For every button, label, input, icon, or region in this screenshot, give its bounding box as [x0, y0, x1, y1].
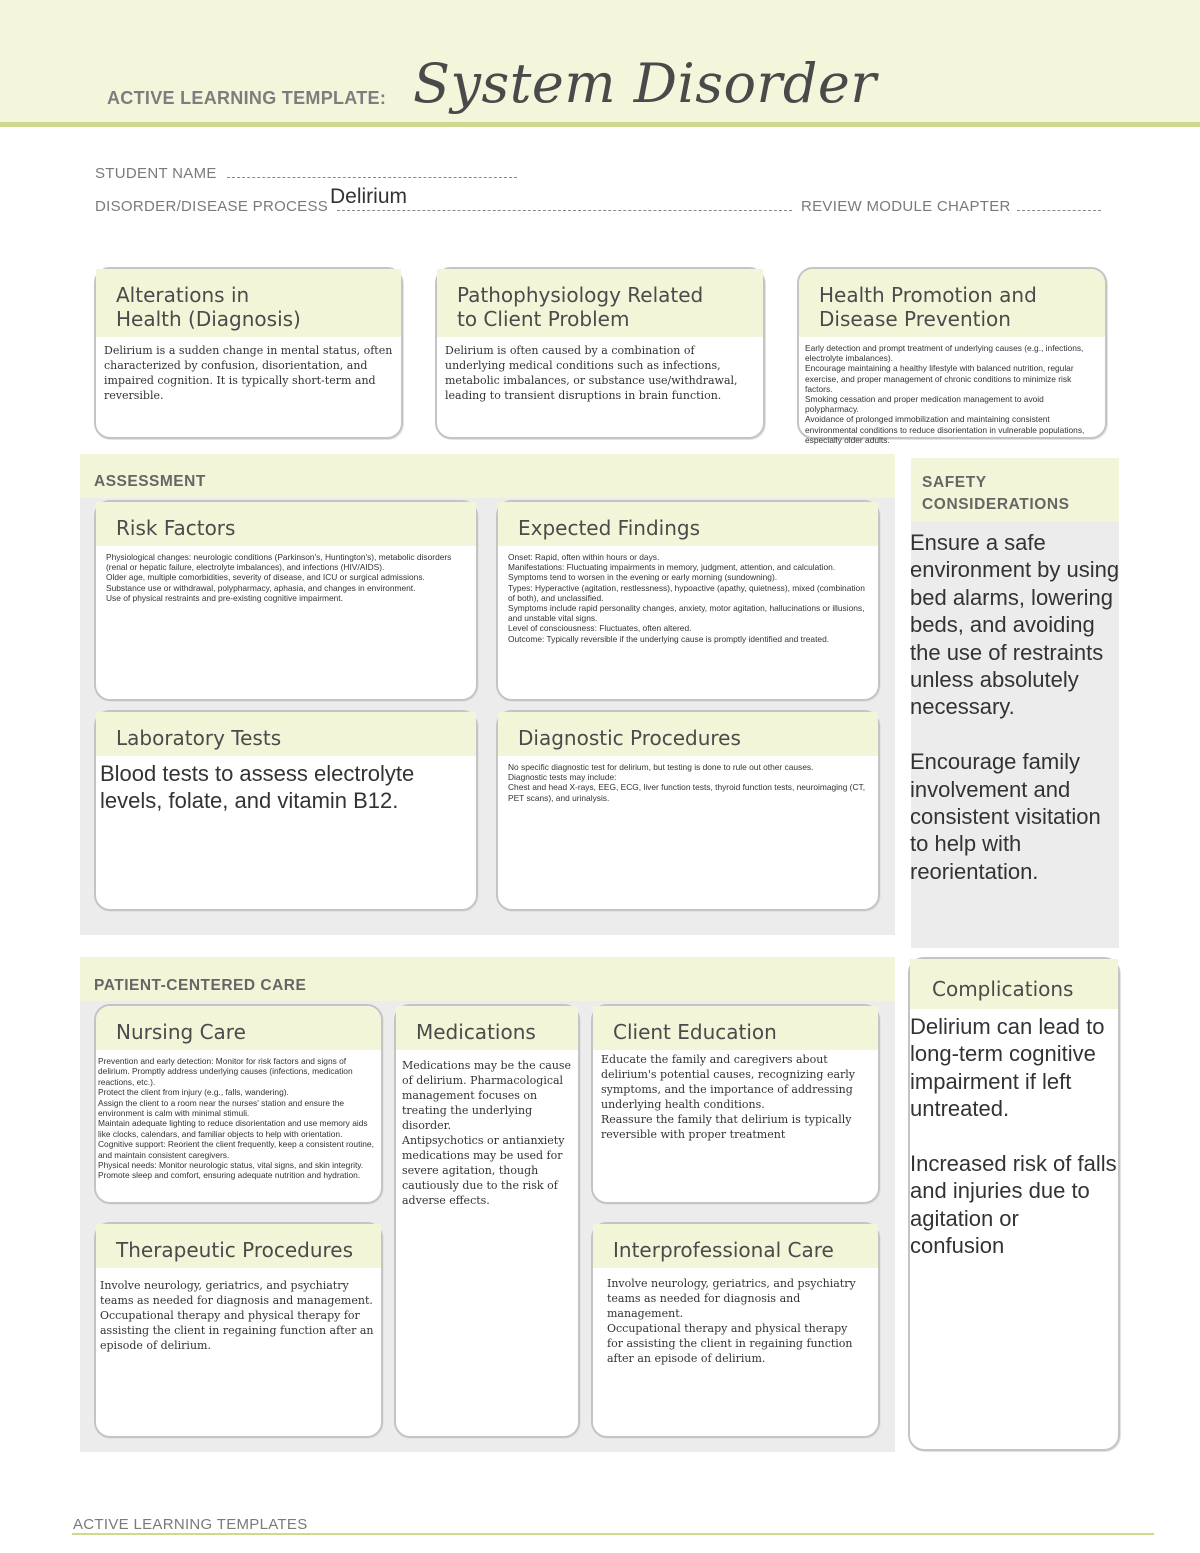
review-module-field[interactable]	[1017, 199, 1101, 211]
student-name-label: STUDENT NAME	[95, 165, 217, 182]
therapeutic-procedures-body: Involve neurology, geriatrics, and psychiatry teams as needed for diagnosis and management. Occupational therapy and physical therapy for assisting the client in regaining function after an episode of delirium.	[100, 1279, 374, 1352]
disorder-value: Delirium	[330, 185, 408, 208]
template-label: ACTIVE LEARNING TEMPLATE:	[107, 88, 387, 108]
diagnostic-procedures-title: Diagnostic Procedures	[498, 712, 878, 756]
health-promotion-box	[797, 267, 1107, 445]
interprofessional-care-title: Interprofessional Care	[593, 1224, 878, 1268]
alterations-body: Delirium is a sudden change in mental status, often characterized by confusion, disorientation, and impaired cognition. It is typically short-term and reversible.	[104, 344, 396, 402]
risk-factors-box	[94, 500, 478, 701]
patient-care-title: PATIENT-CENTERED CARE	[94, 977, 307, 994]
review-module-row	[801, 198, 1101, 215]
footer-label: ACTIVE LEARNING TEMPLATES	[73, 1516, 308, 1533]
pathophysiology-box	[435, 267, 765, 439]
disorder-label: DISORDER/DISEASE PROCESS	[95, 198, 329, 215]
laboratory-tests-body: Blood tests to assess electrolyte levels, folate, and vitamin B12.	[100, 761, 421, 813]
alterations-title: Alterations in Health (Diagnosis)	[96, 269, 401, 337]
health-promotion-title: Health Promotion and Disease Prevention	[799, 269, 1105, 337]
expected-findings-box	[496, 500, 880, 701]
laboratory-tests-box	[94, 710, 478, 911]
client-education-title: Client Education	[593, 1006, 878, 1050]
nursing-care-box	[94, 1004, 383, 1204]
nursing-care-body: Prevention and early detection: Monitor for risk factors and signs of delirium. Promptly address underlying causes (infections, medication reactions, etc.). Protect the client from injury (e.g., falls, wandering). Assign the client to a room near the nurses' station and ensure the environment is calm with minimal stimuli. Maintain adequate lighting to reduce disorientation and use memory aids like clocks, calendars, and familiar objects to help with orientation. Cognitive support: Reorient the client frequently, keep a consistent routine, and maintain consistent caregivers. Physical needs: Monitor neurologic status, vital signs, and skin integrity. Promote sleep and comfort, ensuring adequate nutrition and hydration.	[98, 1056, 374, 1181]
student-name-row	[95, 165, 517, 182]
review-module-label: REVIEW MODULE CHAPTER	[801, 198, 1011, 215]
assessment-title: ASSESSMENT	[94, 473, 206, 490]
expected-findings-body: Onset: Rapid, often within hours or days. Manifestations: Fluctuating impairments in memory, judgment, attention, and calculation. Symptoms tend to worsen in the evening or early morning (sundowning). Types: Hyperactive (agitation, restlessness), hypoactive (apathy, quietness), mixed (combination of both), and unclassified. Symptoms include rapid personality changes, anxiety, motor agitation, hallucinations or illusions, and unstable vital signs. Level of consciousness: Fluctuates, often altered. Outcome: Typically reversible if the underlying cause is promptly identified and treated.	[508, 552, 865, 644]
diagnostic-procedures-box	[496, 710, 880, 911]
medications-box	[394, 1004, 580, 1438]
expected-findings-title: Expected Findings	[498, 502, 878, 546]
pathophysiology-body: Delirium is often caused by a combination of underlying medical conditions such as infections, metabolic imbalances, or substance use/withdrawal, leading to transient disruptions in brain function.	[445, 344, 742, 402]
header-divider	[0, 122, 1200, 127]
medications-title: Medications	[396, 1006, 578, 1050]
pathophysiology-title: Pathophysiology Related to Client Problem	[437, 269, 763, 337]
safety-title: SAFETY CONSIDERATIONS	[911, 458, 1119, 522]
complications-title: Complications	[910, 959, 1118, 1009]
alterations-box	[94, 267, 403, 439]
interprofessional-care-box	[591, 1222, 880, 1438]
complications-box	[908, 957, 1120, 1451]
risk-factors-body: Physiological changes: neurologic conditions (Parkinson's, Huntington's), metabolic disorders (renal or hepatic failure, electrolyte imbalances), and infections (HIV/AIDS). Older age, multiple comorbidities, severity of disease, and ICU or surgical admissions. Substance use or withdrawal, polypharmacy, aphasia, and changes in environment. Use of physical restraints and pre-existing cognitive impairment.	[106, 552, 452, 603]
medications-body: Medications may be the cause of delirium. Pharmacological management focuses on treating the underlying disorder. Antipsychotics or antianxiety medications may be used for severe agitation, though cautiously due to the risk of adverse effects.	[402, 1059, 572, 1207]
complications-body: Delirium can lead to long-term cognitive impairment if left untreated. Increased risk of falls and injuries due to agitation or confusion	[910, 1014, 1117, 1259]
safety-body: Ensure a safe environment by using bed alarms, lowering beds, and avoiding the use of restraints unless absolutely necessary. Encourage family involvement and consistent visitation to help with reorientation.	[910, 530, 1120, 884]
disorder-row	[95, 198, 792, 215]
interprofessional-care-body: Involve neurology, geriatrics, and psychiatry teams as needed for diagnosis and management. Occupational therapy and physical therapy for assisting the client in regaining function after an episode of delirium.	[607, 1277, 856, 1365]
footer-divider	[72, 1533, 1154, 1535]
therapeutic-procedures-title: Therapeutic Procedures	[96, 1224, 381, 1268]
client-education-box	[591, 1004, 880, 1204]
client-education-body: Educate the family and caregivers about delirium's potential causes, recognizing early symptoms, and the importance of addressing underlying health conditions. Reassure the family that delirium is typically reversible with proper treatment	[601, 1053, 856, 1141]
nursing-care-title: Nursing Care	[96, 1006, 381, 1050]
template-title: System Disorder	[413, 52, 877, 115]
therapeutic-procedures-box	[94, 1222, 383, 1438]
diagnostic-procedures-body: No specific diagnostic test for delirium, but testing is done to rule out other causes. Diagnostic tests may include: Chest and head X-rays, EEG, ECG, liver function tests, thyroid function tests, neuroimaging (CT, PET scans), and urinalysis.	[508, 762, 866, 803]
student-name-field[interactable]	[227, 166, 517, 178]
health-promotion-body: Early detection and prompt treatment of underlying causes (e.g., infections, electrolyte imbalances). Encourage maintaining a healthy lifestyle with balanced nutrition, regular exercise, and proper management of chronic conditions to minimize risk factors. Smoking cessation and proper medication management to avoid polypharmacy. Avoidance of prolonged immobilization and maintaining consistent environmental conditions to reduce disorientation in vulnerable populations, especially older adults.	[805, 343, 1085, 445]
laboratory-tests-title: Laboratory Tests	[96, 712, 476, 756]
risk-factors-title: Risk Factors	[96, 502, 476, 546]
